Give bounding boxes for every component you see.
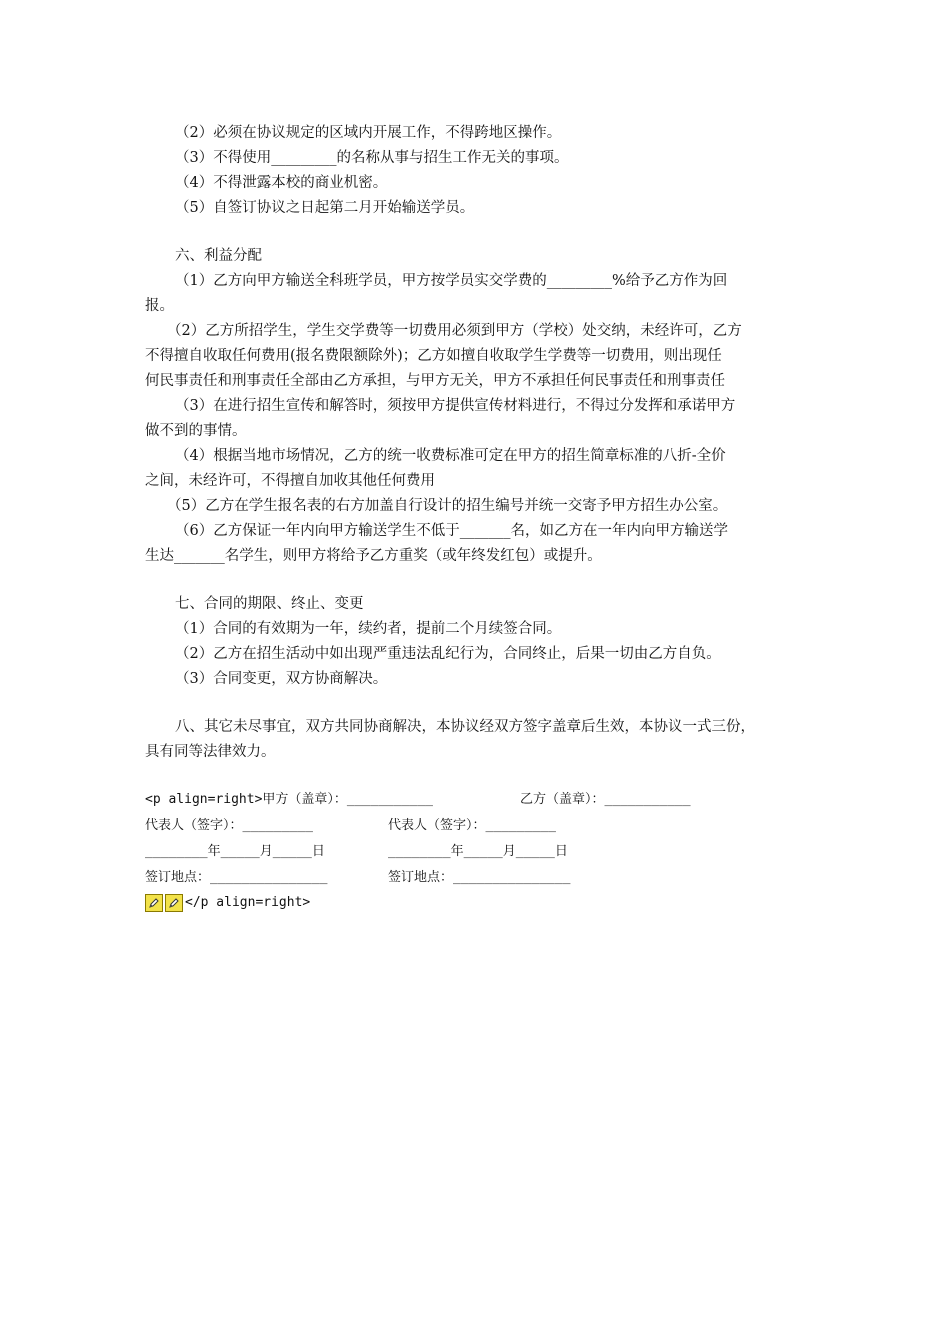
party-b-place: 签订地点：_______________ — [388, 870, 571, 885]
clause-6-1-line2: 报。 — [145, 298, 174, 314]
signature-row-place — [145, 865, 810, 891]
clause-7-3: （3）合同变更，双方协商解决。 — [175, 671, 388, 687]
clause-6-6-line1: （6）乙方保证一年内向甲方输送学生不低于_______名，如乙方在一年内向甲方输送学 — [175, 523, 728, 539]
icon-row — [145, 891, 810, 915]
closing-tag-text: </p align=right> — [185, 895, 311, 910]
clause-5-3: （3）不得使用_________的名称从事与招生工作无关的事项。 — [175, 150, 569, 166]
pencil-icon — [165, 894, 183, 912]
clause-6-3-line1: （3）在进行招生宣传和解答时，须按甲方提供宣传材料进行，不得过分发挥和承诺甲方 — [175, 398, 736, 414]
section-6-heading: 六、利益分配 — [175, 248, 262, 264]
clause-7-1: （1）合同的有效期为一年，续约者，提前二个月续签合同。 — [175, 621, 562, 637]
clause-6-2-line1: （2）乙方所招学生，学生交学费等一切费用必须到甲方（学校）处交纳，未经许可，乙方 — [167, 323, 742, 339]
section-8-line2: 具有同等法律效力。 — [145, 744, 276, 760]
signature-row-representative — [145, 813, 810, 839]
clause-5-5: （5）自签订协议之日起第二月开始输送学员。 — [175, 200, 475, 216]
party-a-seal: <p align=right>甲方（盖章）：___________ — [145, 792, 433, 807]
clause-6-5: （5）乙方在学生报名表的右方加盖自行设计的招生编号并统一交寄予甲方招生办公室。 — [167, 498, 728, 514]
clause-6-4-line2: 之间，未经许可，不得擅自加收其他任何费用 — [145, 473, 435, 489]
clause-6-2-line3: 何民事责任和刑事责任全部由乙方承担，与甲方无关，甲方不承担任何民事责任和刑事责任 — [145, 373, 725, 389]
party-a-date: ________年_____月_____日 — [145, 844, 325, 859]
section-8-line1: 八、其它未尽事宜，双方共同协商解决，本协议经双方签字盖章后生效，本协议一式三份， — [175, 719, 755, 735]
party-a-place: 签订地点：_______________ — [145, 870, 328, 885]
clause-6-2-line2: 不得擅自收取任何费用(报名费限额除外)；乙方如擅自收取学生学费等一切费用，则出现任 — [145, 348, 722, 364]
signature-row-date — [145, 839, 810, 865]
party-b-seal: 乙方（盖章）：___________ — [520, 792, 691, 807]
clause-6-1-line1: （1）乙方向甲方输送全科班学员，甲方按学员实交学费的_________%给予乙方作为回 — [175, 273, 728, 289]
section-7-heading: 七、合同的期限、终止、变更 — [175, 596, 364, 612]
clause-6-4-line1: （4）根据当地市场情况，乙方的统一收费标准可定在甲方的招生简章标准的八折-全价 — [175, 448, 726, 464]
clause-6-3-line2: 做不到的事情。 — [145, 423, 247, 439]
party-a-representative: 代表人（签字）：_________ — [145, 818, 313, 833]
clause-5-4: （4）不得泄露本校的商业机密。 — [175, 175, 388, 191]
pencil-icon — [145, 894, 163, 912]
clause-5-2: （2）必须在协议规定的区域内开展工作，不得跨地区操作。 — [175, 125, 562, 141]
party-b-representative: 代表人（签字）：_________ — [388, 818, 556, 833]
clause-7-2: （2）乙方在招生活动中如出现严重违法乱纪行为，合同终止，后果一切由乙方自负。 — [175, 646, 721, 662]
clause-6-6-line2: 生达_______名学生，则甲方将给予乙方重奖（或年终发红包）或提升。 — [145, 548, 602, 564]
party-b-date: ________年_____月_____日 — [388, 844, 568, 859]
signature-row-party — [145, 787, 810, 813]
contract-body — [145, 121, 810, 915]
